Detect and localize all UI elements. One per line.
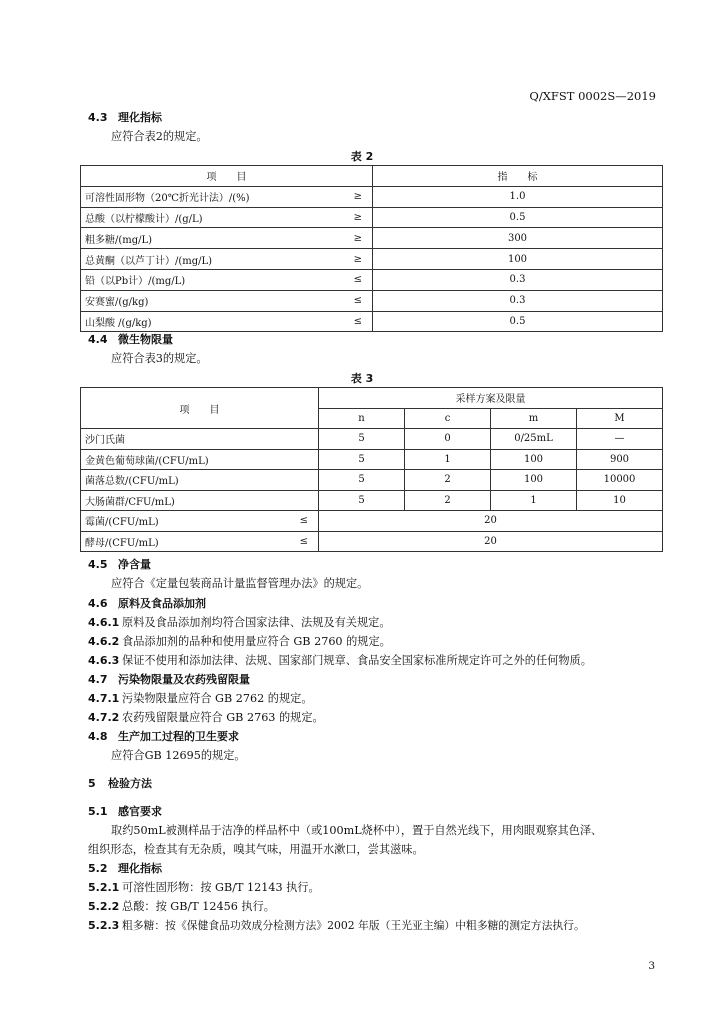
- section-5-2-heading: 5.2 理化指标: [88, 862, 162, 875]
- section-4-6-1: 4.6.1 原料及食品添加剂均符合国家法律、法规及有关规定。: [88, 616, 391, 629]
- table-row: 沙门氏菌 5 0 0/25mL —: [81, 429, 663, 450]
- table-row: 总酸（以柠檬酸计）/(g/L) ≥ 0.5: [81, 207, 663, 228]
- table-row: 山梨酸 /(g/kg) ≤ 0.5: [81, 311, 663, 332]
- table-row: 大肠菌群/CFU/mL) 5 2 1 10: [81, 490, 663, 511]
- table-row: 霉菌/(CFU/mL) ≤ 20: [81, 511, 663, 532]
- table-row: 粗多糖/(mg/L) ≥ 300: [81, 228, 663, 249]
- page-number: 3: [648, 960, 655, 972]
- section-4-4-text: 应符合表3的规定。: [111, 352, 208, 365]
- table-row: 金黄色葡萄球菌/(CFU/mL) 5 1 100 900: [81, 449, 663, 470]
- section-5-1-heading: 5.1 感官要求: [88, 805, 162, 818]
- table-2-head-item: 项 目: [81, 166, 373, 187]
- section-4-6-2: 4.6.2 食品添加剂的品种和使用量应符合 GB 2760 的规定。: [88, 635, 391, 648]
- section-5-heading: 5 检验方法: [88, 777, 152, 790]
- table-3-caption: 表 3: [350, 372, 374, 385]
- table-3-head-item: 项 目: [81, 388, 319, 429]
- section-4-7-1: 4.7.1 污染物限量应符合 GB 2762 的规定。: [88, 692, 313, 705]
- section-4-6-heading: 4.6 原料及食品添加剂: [88, 597, 206, 610]
- section-5-1-text-2: 组织形态，检查其有无杂质，嗅其气味，用温开水漱口，尝其滋味。: [88, 843, 424, 856]
- table-row: 总黄酮（以芦丁计）/(mg/L) ≥ 100: [81, 249, 663, 270]
- section-4-4-heading: 4.4 微生物限量: [88, 333, 173, 346]
- table-row: 菌落总数/(CFU/mL) 5 2 100 10000: [81, 470, 663, 491]
- section-5-1-text-1: 取约50mL被测样品于洁净的样品杯中（或100mL烧杯中），置于自然光线下，用肉眼观察其色泽、: [111, 824, 603, 837]
- table-3-header-row: [81, 388, 663, 409]
- table-row: 可溶性固形物（20℃折光计法）/(%) ≥ 1.0: [81, 186, 663, 207]
- table-3-subheader-row: n c m M: [81, 408, 663, 429]
- section-4-6-3: 4.6.3 保证不使用和添加法律、法规、国家部门规章、食品安全国家标准所规定许可之外的任何物质。: [88, 654, 592, 667]
- section-5-2-2: 5.2.2 总酸：按 GB/T 12456 执行。: [88, 900, 275, 913]
- table-3-head-plan: 采样方案及限量: [319, 388, 663, 409]
- section-4-3-heading: 4.3 理化指标: [88, 111, 162, 124]
- table-2: [80, 165, 663, 332]
- section-4-3-text: 应符合表2的规定。: [111, 130, 208, 143]
- table-2-caption: 表 2: [350, 150, 374, 163]
- table-row: 铅（以Pb计）/(mg/L) ≤ 0.3: [81, 269, 663, 290]
- table-2-head-index: 指 标: [373, 166, 663, 187]
- table-2-header-row: [81, 166, 663, 187]
- table-row: 安赛蜜/(g/kg) ≤ 0.3: [81, 290, 663, 311]
- section-4-7-heading: 4.7 污染物限量及农药残留限量: [88, 673, 250, 686]
- document-code: Q/XFST 0002S—2019: [529, 89, 656, 103]
- section-4-8-heading: 4.8 生产加工过程的卫生要求: [88, 730, 239, 743]
- section-4-7-2: 4.7.2 农药残留限量应符合 GB 2763 的规定。: [88, 711, 324, 724]
- section-5-2-1: 5.2.1 可溶性固形物：按 GB/T 12143 执行。: [88, 881, 320, 894]
- section-5-2-3: 5.2.3 粗多糖：按《保健食品功效成分检测方法》2002 年版（王光亚主编）中粗多糖的测定方法执行。: [88, 919, 585, 932]
- section-4-8-text: 应符合GB 12695的规定。: [111, 749, 246, 762]
- section-4-5-heading: 4.5 净含量: [88, 558, 151, 571]
- section-4-5-text: 应符合《定量包装商品计量监督管理办法》的规定。: [111, 577, 369, 590]
- table-3: [80, 387, 663, 552]
- table-row: 酵母/(CFU/mL) ≤ 20: [81, 531, 663, 552]
